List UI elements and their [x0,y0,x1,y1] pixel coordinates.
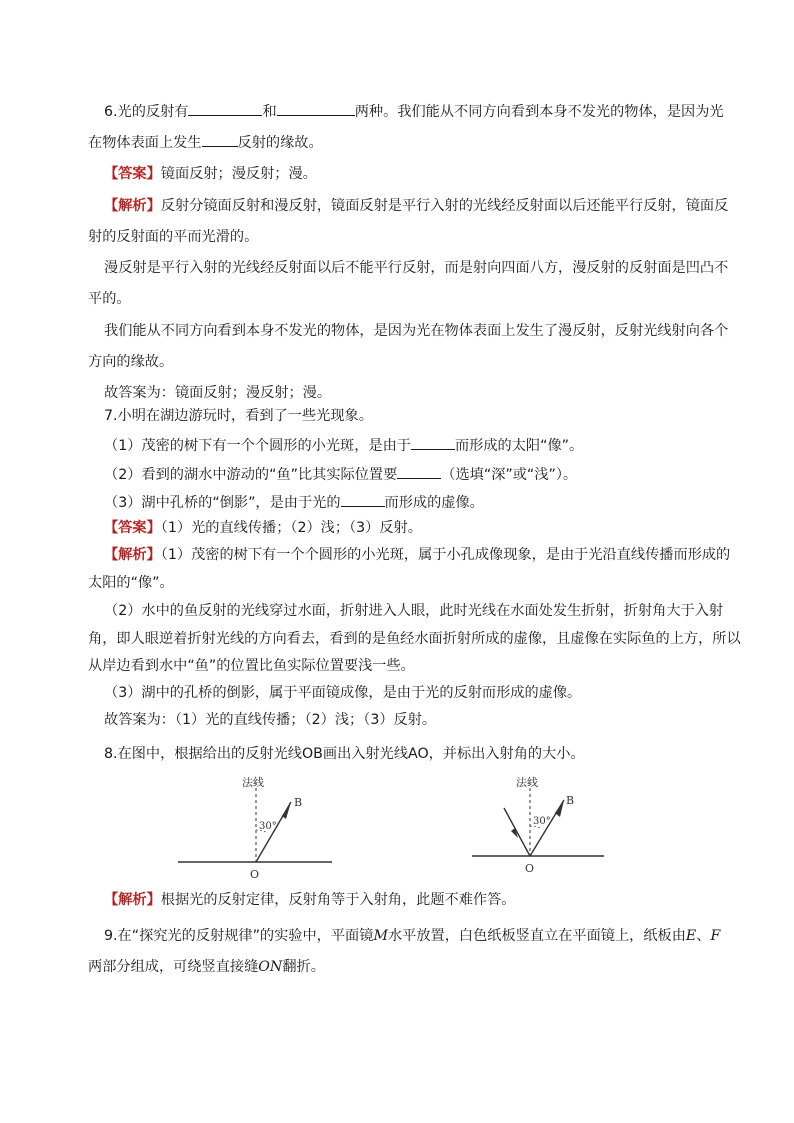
q6-analysis-line-1 [104,196,728,216]
q8-stem: 8.在图中，根据给出的反射光线OB画出入射光线AO，并标出入射角的大小。 [104,746,585,762]
q7-answer [104,518,422,538]
q7-final-answer: 故答案为：（1）光的直线传播；（2）浅；（3）反射。 [104,712,437,728]
q6-text: 在物体表面上发生 [88,135,202,151]
normal-label: 法线 [516,776,538,789]
q9-text: 两部分组成，可绕竖直接缝 [88,959,259,975]
q7-analysis-line-6: （3）湖中的孔桥的倒影，属于平面镜成像，是由于光的反射而形成的虚像。 [104,685,582,701]
answer-text: 镜面反射；漫反射；漫。 [160,166,317,182]
q6-stem-line-2 [88,132,323,153]
q7-text: （1）茂密的树下有一个个圆形的小光斑，是由于 [104,438,411,454]
q6-text: 反射的缘故。 [237,135,323,151]
q9-text: 9.在“探究光的反射规律”的实验中，平面镜 [104,928,374,944]
reflected-ray-arrow [555,800,564,817]
q8-figure-answer [466,772,616,884]
q7-analysis-line-3: （2）水中的鱼反射的光线穿过水面，折射进入人眼，此时光线在水面处发生折射，折射角大于入射 [104,603,724,619]
q7-sub-1 [104,435,583,456]
incident-ray-ao [504,808,530,856]
q9-text: 、 [696,928,711,944]
q7-blank-3 [341,492,385,507]
q9-text: 水平放置，白色纸板竖直立在平面镜上，纸板由 [387,928,686,944]
analysis-tag: 【解析】 [104,547,161,563]
answer-tag: 【答案】 [104,166,161,182]
q6-analysis-line-6: 方向的缘故。 [88,354,174,370]
q7-stem: 7.小明在湖边游玩时，看到了一些光现象。 [104,408,373,424]
q7-text: （选填“深”或“浅”）。 [441,467,578,483]
q6-analysis-line-3: 漫反射是平行入射的光线经反射面以后不能平行反射，而是射向四面八方，漫反射的反射面是凹凸不 [104,260,729,276]
q9-stem-line-1 [104,926,720,946]
q9-mirror-symbol: M [373,928,388,944]
angle-label: 30° [259,821,277,832]
q9-seam-symbol: ON [258,959,283,975]
q7-text: 而形成的虚像。 [384,495,484,511]
point-b-label: B [566,794,575,807]
q9-board-f-symbol: F [710,928,721,944]
q6-blank-2 [277,101,355,116]
q6-answer [104,164,317,184]
q6-text: 两种。我们能从不同方向看到本身不发光的物体，是因为光 [354,104,724,120]
q6-final-answer: 故答案为：镜面反射；漫反射；漫。 [104,385,332,401]
analysis-text: 根据光的反射定律，反射角等于入射角，此题不难作答。 [160,892,516,908]
answer-tag: 【答案】 [104,520,161,536]
reflected-ray-arrow [282,802,291,819]
q7-text: 而形成的太阳“像”。 [454,438,584,454]
q6-analysis-line-5: 我们能从不同方向看到本身不发光的物体，是因为光在物体表面上发生了漫反射，反射光线射向各个 [104,323,729,339]
q7-sub-3 [104,492,484,513]
q7-blank-1 [411,435,455,450]
analysis-tag: 【解析】 [104,892,161,908]
q6-text: 6.光的反射有 [104,104,189,120]
q9-board-e-symbol: E [685,928,697,944]
analysis-text: 反射分镜面反射和漫反射，镜面反射是平行入射的光线经反射面以后还能平行反射，镜面反 [160,198,729,214]
analysis-text: （1）茂密的树下有一个个圆形的小光斑，属于小孔成像现象，是由于光沿直线传播而形成的 [160,547,731,563]
q9-text: 翻折。 [282,959,325,975]
analysis-tag: 【解析】 [104,198,161,214]
q7-analysis-line-2: 太阳的“像”。 [88,575,174,591]
angle-label: 30° [533,816,551,827]
point-o-label: O [250,868,260,881]
q6-analysis-line-2: 射的反射面的平而光滑的。 [88,229,259,245]
q8-analysis [104,890,515,910]
point-b-label: B [294,796,303,809]
q7-text: （2）看到的湖水中游动的“鱼”比其实际位置要 [104,467,398,483]
q7-analysis-line-1 [104,545,730,565]
q6-blank-3 [202,132,238,147]
normal-label: 法线 [242,776,264,789]
q6-blank-1 [188,101,262,116]
q6-stem-line-1 [104,101,724,122]
point-o-label: O [525,862,535,875]
q7-blank-2 [397,464,441,479]
q7-analysis-line-4: 角，即人眼逆着折射光线的方向看去，看到的是鱼经水面折射所成的虚像，且虚像在实际鱼的上方，所以 [88,631,741,647]
answer-text: （1）光的直线传播；（2）浅；（3）反射。 [160,520,422,536]
q7-text: （3）湖中孔桥的“倒影”，是由于光的 [104,495,341,511]
q8-figure-given [170,772,340,884]
q6-text: 和 [262,104,277,120]
q6-analysis-line-4: 平的。 [88,291,131,307]
q9-stem-line-2 [88,957,325,977]
q7-analysis-line-5: 从岸边看到水中“鱼”的位置比鱼实际位置要浅一些。 [88,658,415,674]
q7-sub-2 [104,464,577,485]
